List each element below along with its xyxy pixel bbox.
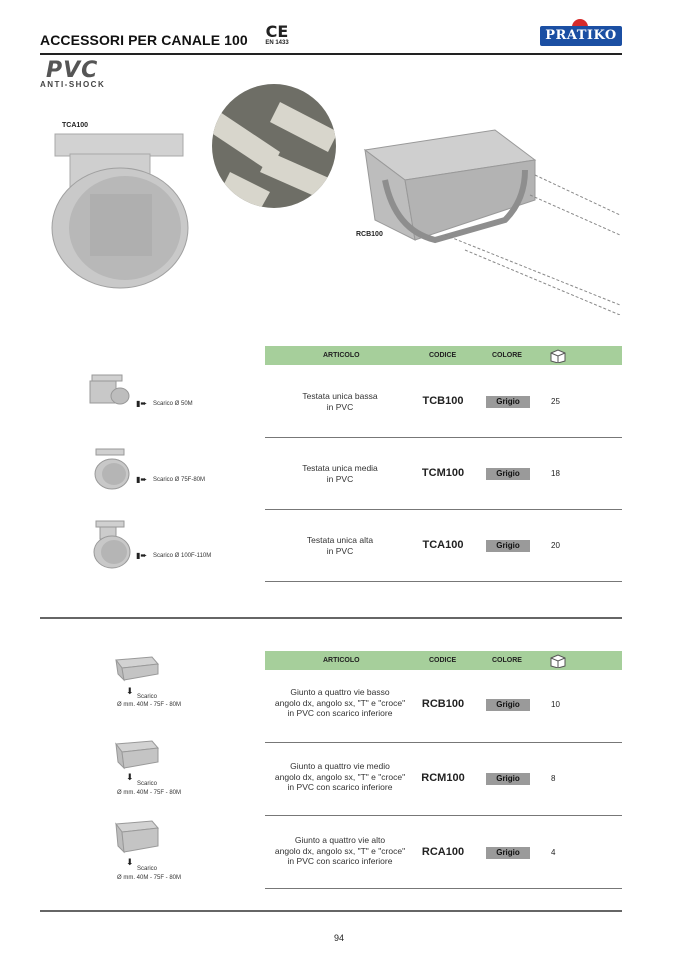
ce-norm: EN 1433 bbox=[265, 40, 289, 46]
box-icon bbox=[549, 348, 567, 363]
row-description bbox=[265, 535, 415, 556]
product-code: TCA100 bbox=[422, 539, 464, 551]
color-badge: Grigio bbox=[486, 396, 530, 408]
box-icon bbox=[549, 653, 567, 668]
footer-rule bbox=[40, 910, 622, 912]
page-number: 94 bbox=[333, 933, 344, 943]
end-cap-low-thumb bbox=[86, 372, 132, 412]
arrow-right-icon: ▮➨ bbox=[136, 399, 148, 408]
col-colore: COLORE bbox=[492, 657, 522, 664]
junction-photo bbox=[355, 120, 625, 315]
desc-line: angolo dx, angolo sx, "T" e "croce" bbox=[274, 845, 406, 856]
junction-medium-thumb bbox=[112, 738, 162, 772]
row-description bbox=[265, 835, 415, 867]
table-row bbox=[265, 816, 622, 889]
desc-line: Testata unica media bbox=[302, 463, 378, 473]
grate-detail-photo bbox=[210, 82, 338, 210]
color-badge: Grigio bbox=[486, 773, 530, 785]
material-title: PVC bbox=[46, 58, 99, 83]
desc-line: in PVC bbox=[326, 473, 354, 484]
drain-spec: Scarico Ø 100F-110M bbox=[153, 553, 212, 559]
row-description bbox=[265, 687, 415, 719]
color-badge: Grigio bbox=[486, 847, 530, 859]
row-description bbox=[265, 391, 415, 412]
desc-line: Testata unica bassa bbox=[302, 391, 378, 401]
table-header bbox=[265, 346, 622, 365]
header-rule bbox=[40, 53, 622, 55]
pack-quantity: 25 bbox=[551, 397, 560, 406]
product-table-2 bbox=[265, 651, 622, 889]
table-row bbox=[265, 438, 622, 510]
end-cap-high-thumb bbox=[90, 518, 132, 570]
arrow-right-icon: ▮➨ bbox=[136, 551, 148, 560]
section-divider bbox=[40, 617, 622, 619]
desc-line: Giunto a quattro vie basso bbox=[290, 687, 390, 697]
photo-label-rcb100: RCB100 bbox=[356, 231, 383, 238]
arrow-down-icon: ⬇ bbox=[126, 857, 134, 867]
desc-line: in PVC con scarico inferiore bbox=[287, 856, 393, 866]
table-header bbox=[265, 651, 622, 670]
ce-mark-text: CE bbox=[265, 22, 289, 41]
material-subtitle: ANTI-SHOCK bbox=[40, 80, 106, 89]
table-row bbox=[265, 365, 622, 438]
pack-quantity: 10 bbox=[551, 700, 560, 709]
table-row bbox=[265, 510, 622, 582]
desc-line: Giunto a quattro vie medio bbox=[290, 761, 390, 771]
pack-quantity: 18 bbox=[551, 469, 560, 478]
col-articolo: ARTICOLO bbox=[323, 657, 360, 664]
drain-spec: Scarico Ø 50M bbox=[153, 401, 193, 407]
table-row bbox=[265, 670, 622, 743]
drain-spec: Scarico Ø 75F-80M bbox=[153, 477, 206, 483]
pack-quantity: 8 bbox=[551, 774, 556, 783]
brand-logo: PRATIKO bbox=[540, 26, 622, 46]
col-codice: CODICE bbox=[429, 657, 457, 664]
col-articolo: ARTICOLO bbox=[323, 352, 360, 359]
drain-label: Scarico bbox=[137, 694, 158, 700]
end-cap-medium-thumb bbox=[90, 446, 132, 492]
drain-spec: Ø mm. 40M - 75F - 80M bbox=[117, 790, 182, 796]
table-row bbox=[265, 743, 622, 816]
row-description bbox=[265, 761, 415, 793]
drain-spec: Ø mm. 40M - 75F - 80M bbox=[117, 875, 182, 881]
drain-label: Scarico bbox=[137, 781, 158, 787]
col-colore: COLORE bbox=[492, 352, 522, 359]
product-code: RCM100 bbox=[421, 772, 465, 784]
pack-quantity: 20 bbox=[551, 541, 560, 550]
desc-line: angolo dx, angolo sx, "T" e "croce" bbox=[274, 771, 406, 782]
desc-line: angolo dx, angolo sx, "T" e "croce" bbox=[274, 697, 406, 708]
drain-spec: Ø mm. 40M - 75F - 80M bbox=[117, 702, 182, 708]
product-code: TCB100 bbox=[422, 395, 464, 407]
desc-line: in PVC con scarico inferiore bbox=[287, 708, 393, 718]
pack-quantity: 4 bbox=[551, 848, 556, 857]
arrow-right-icon: ▮➨ bbox=[136, 475, 148, 484]
color-badge: Grigio bbox=[486, 468, 530, 480]
drain-label: Scarico bbox=[137, 866, 158, 872]
color-badge: Grigio bbox=[486, 540, 530, 552]
desc-line: Giunto a quattro vie alto bbox=[294, 835, 386, 845]
ce-mark bbox=[262, 24, 292, 47]
color-badge: Grigio bbox=[486, 699, 530, 711]
junction-high-thumb bbox=[112, 818, 162, 856]
page-title: ACCESSORI PER CANALE 100 bbox=[40, 32, 248, 48]
desc-line: in PVC bbox=[326, 401, 354, 412]
row-description bbox=[265, 463, 415, 484]
arrow-down-icon: ⬇ bbox=[126, 686, 134, 696]
junction-low-thumb bbox=[112, 654, 162, 684]
product-table-1 bbox=[265, 346, 622, 582]
product-code: RCA100 bbox=[421, 846, 465, 858]
photo-label-tca100: TCA100 bbox=[62, 122, 89, 129]
desc-line: in PVC con scarico inferiore bbox=[287, 782, 393, 792]
desc-line: Testata unica alta bbox=[306, 535, 374, 545]
end-cap-photo bbox=[50, 128, 190, 293]
product-code: RCB100 bbox=[421, 698, 465, 710]
arrow-down-icon: ⬇ bbox=[126, 772, 134, 782]
col-codice: CODICE bbox=[429, 352, 457, 359]
product-code: TCM100 bbox=[421, 467, 465, 479]
desc-line: in PVC bbox=[326, 545, 354, 556]
